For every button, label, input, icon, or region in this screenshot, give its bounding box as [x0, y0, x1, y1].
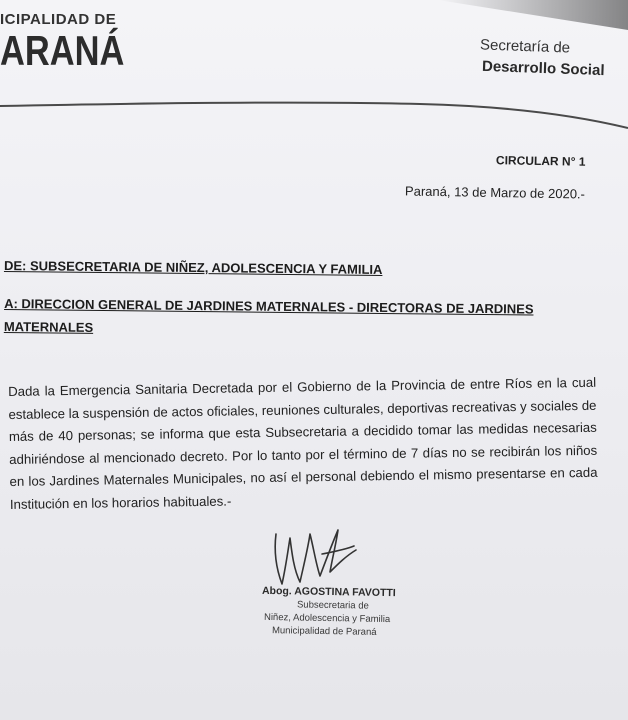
signatory-title-line1: Subsecretaria de — [296, 599, 369, 612]
municipality-header-name: ARANÁ — [0, 27, 125, 74]
document-body: Dada la Emergencia Sanitaria Decretada por el Gobierno de la Provincia de entre Ríos en la cual establece la suspensión de actos oficiales, reuniones culturales, deportivas recreativas y sociales de más de 40 personas; se informa que esta Subsecretaria a decidido tomar las medidas necesarias adhiriéndose al mencionado decreto. Por lo tanto por el término de 7 días no se recibirán los niños en los Jardines Maternales Municipales, no así el personal debiendo el mismo presentarse en cada Institución en los horarios habituales.- — [8, 374, 598, 512]
recipient-line: A: DIRECCION GENERAL DE JARDINES MATERNALES - DIRECTORAS DE JARDINES MATERNALES — [3, 296, 534, 335]
secretariat-label: Secretaría de — [479, 36, 571, 57]
sender-line: DE: SUBSECRETARIA DE NIÑEZ, ADOLESCENCIA Y FAMILIA — [3, 258, 383, 277]
header-divider-line — [0, 0, 628, 140]
secretariat-department: Desarrollo Social — [481, 57, 605, 80]
signatory-name: Abog. AGOSTINA FAVOTTI — [261, 584, 396, 600]
document-dateline: Paraná, 13 de Marzo de 2020.- — [404, 183, 586, 202]
signatory-title-line2: Niñez, Adolescencia y Familia — [263, 611, 391, 626]
circular-number: CIRCULAR N° 1 — [495, 153, 586, 169]
signatory-title-line3: Municipalidad de Paraná — [271, 625, 377, 638]
handwritten-signature — [262, 520, 362, 592]
municipality-header-small: ICIPALIDAD DE — [0, 11, 117, 28]
